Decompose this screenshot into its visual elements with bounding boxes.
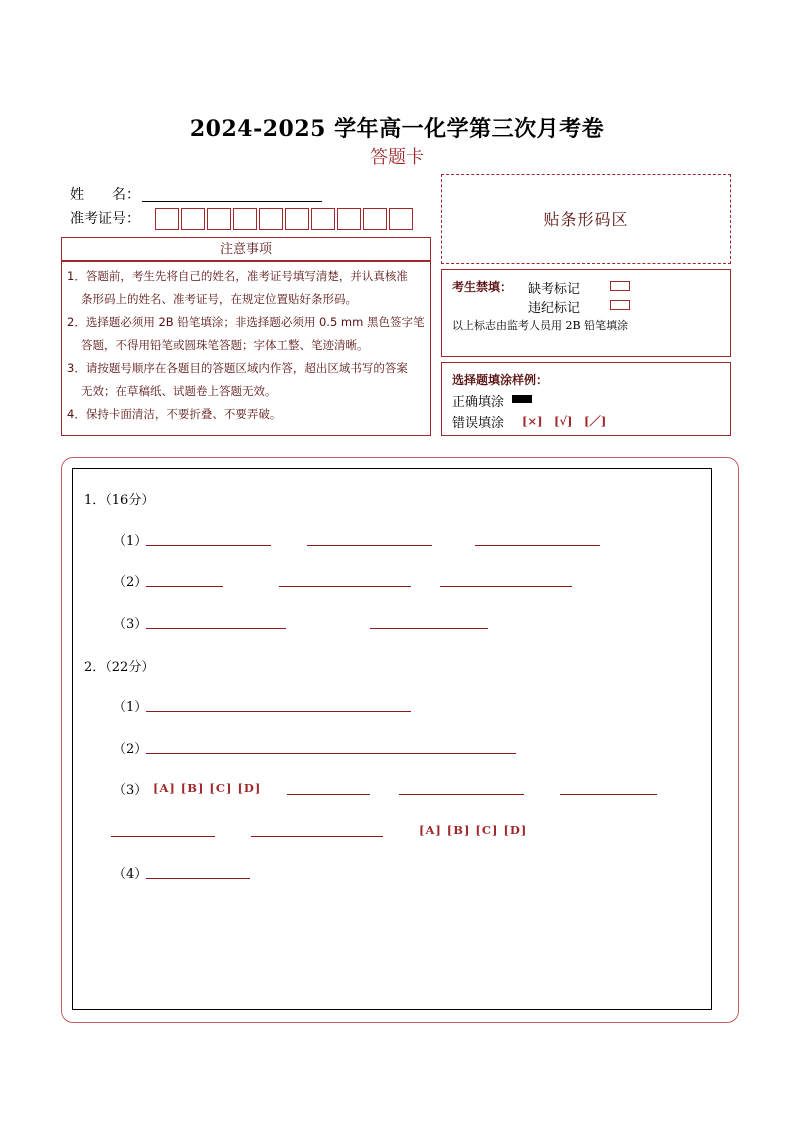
q2-part2-label: （2） [113, 742, 148, 757]
notice-item: 2．选择题必须用 2B 铅笔填涂；非选择题必须用 0.5 mm 黑色签字笔 [67, 315, 425, 329]
q1-part3-label: （3） [113, 617, 148, 632]
notice-item: 无效；在草稿纸、试题卷上答题无效。 [81, 384, 277, 398]
id-digit-box[interactable] [389, 208, 413, 230]
id-digit-box[interactable] [207, 208, 231, 230]
notice-heading: 注意事项 [219, 242, 272, 257]
answer-line[interactable] [307, 544, 432, 546]
answer-line[interactable] [146, 544, 271, 546]
notice-item: 4．保持卡面清洁，不要折叠、不要弄破。 [67, 407, 282, 421]
absent-mark-box[interactable] [610, 281, 630, 291]
fill-sample-box [441, 362, 731, 436]
correct-fill-sample [512, 395, 532, 403]
notice-item: 条形码上的姓名、准考证号，在规定位置贴好条形码。 [81, 292, 357, 306]
answer-line[interactable] [146, 627, 286, 629]
page-subtitle: 答题卡 [370, 147, 424, 168]
q2-part4-label: （4） [113, 867, 148, 882]
q2-part3-label: （3） [113, 783, 148, 798]
answer-line[interactable] [146, 877, 250, 879]
id-digit-box[interactable] [337, 208, 361, 230]
forbidden-note: 以上标志由监考人员用 2B 铅笔填涂 [452, 319, 629, 332]
answer-line[interactable] [370, 627, 488, 629]
exam-id-boxes[interactable] [155, 208, 415, 230]
id-digit-box[interactable] [233, 208, 257, 230]
notice-item: 3．请按题号顺序在各题目的答题区域内作答，超出区域书写的答案 [67, 361, 408, 375]
answer-line[interactable] [111, 835, 215, 837]
choice-options[interactable]: [A] [B] [C] [D] [419, 823, 528, 837]
answer-line[interactable] [560, 793, 657, 795]
answer-line[interactable] [146, 585, 223, 587]
answer-line[interactable] [440, 585, 572, 587]
answer-line[interactable] [146, 752, 516, 754]
answer-area [72, 468, 712, 1010]
notice-item: 答题，不得用铅笔或圆珠笔答题；字体工整、笔迹清晰。 [81, 338, 369, 352]
q2-part1-label: （1） [113, 700, 148, 715]
name-field[interactable] [142, 200, 322, 202]
correct-fill-label: 正确填涂 [452, 395, 505, 410]
answer-line[interactable] [287, 793, 370, 795]
id-digit-box[interactable] [285, 208, 309, 230]
id-digit-box[interactable] [181, 208, 205, 230]
exam-id-label: 准考证号： [70, 211, 140, 227]
wrong-fill-label: 错误填涂 [452, 416, 505, 431]
answer-line[interactable] [399, 793, 524, 795]
fill-sample-title: 选择题填涂样例： [452, 373, 549, 387]
id-digit-box[interactable] [259, 208, 283, 230]
notice-item: 1．答题前，考生先将自己的姓名，准考证号填写清楚，并认真核准 [67, 269, 408, 283]
barcode-area [441, 174, 731, 264]
notice-box [61, 261, 431, 436]
answer-line[interactable] [279, 585, 411, 587]
violation-mark-box[interactable] [610, 300, 630, 310]
id-digit-box[interactable] [155, 208, 179, 230]
id-digit-box[interactable] [311, 208, 335, 230]
wrong-fill-samples: [×] [√] [／] [522, 414, 607, 428]
answer-line[interactable] [475, 544, 600, 546]
violation-mark-label: 违纪标记 [528, 301, 581, 316]
forbidden-label: 考生禁填： [452, 280, 513, 294]
id-digit-box[interactable] [363, 208, 387, 230]
barcode-label: 贴条形码区 [543, 210, 629, 229]
absent-mark-label: 缺考标记 [528, 282, 581, 297]
answer-line[interactable] [251, 835, 383, 837]
forbidden-box [441, 269, 731, 357]
q1-part2-label: （2） [113, 575, 148, 590]
choice-options[interactable]: [A] [B] [C] [D] [153, 781, 262, 795]
q1-label: 1．（16分） [84, 493, 155, 508]
name-label: 姓 名： [70, 187, 140, 203]
q1-part1-label: （1） [113, 534, 148, 549]
answer-line[interactable] [146, 710, 411, 712]
page-title: 2024-2025 学年高一化学第三次月考卷 [189, 116, 605, 142]
notice-heading-box [61, 237, 431, 261]
q2-label: 2．（22分） [84, 660, 155, 675]
